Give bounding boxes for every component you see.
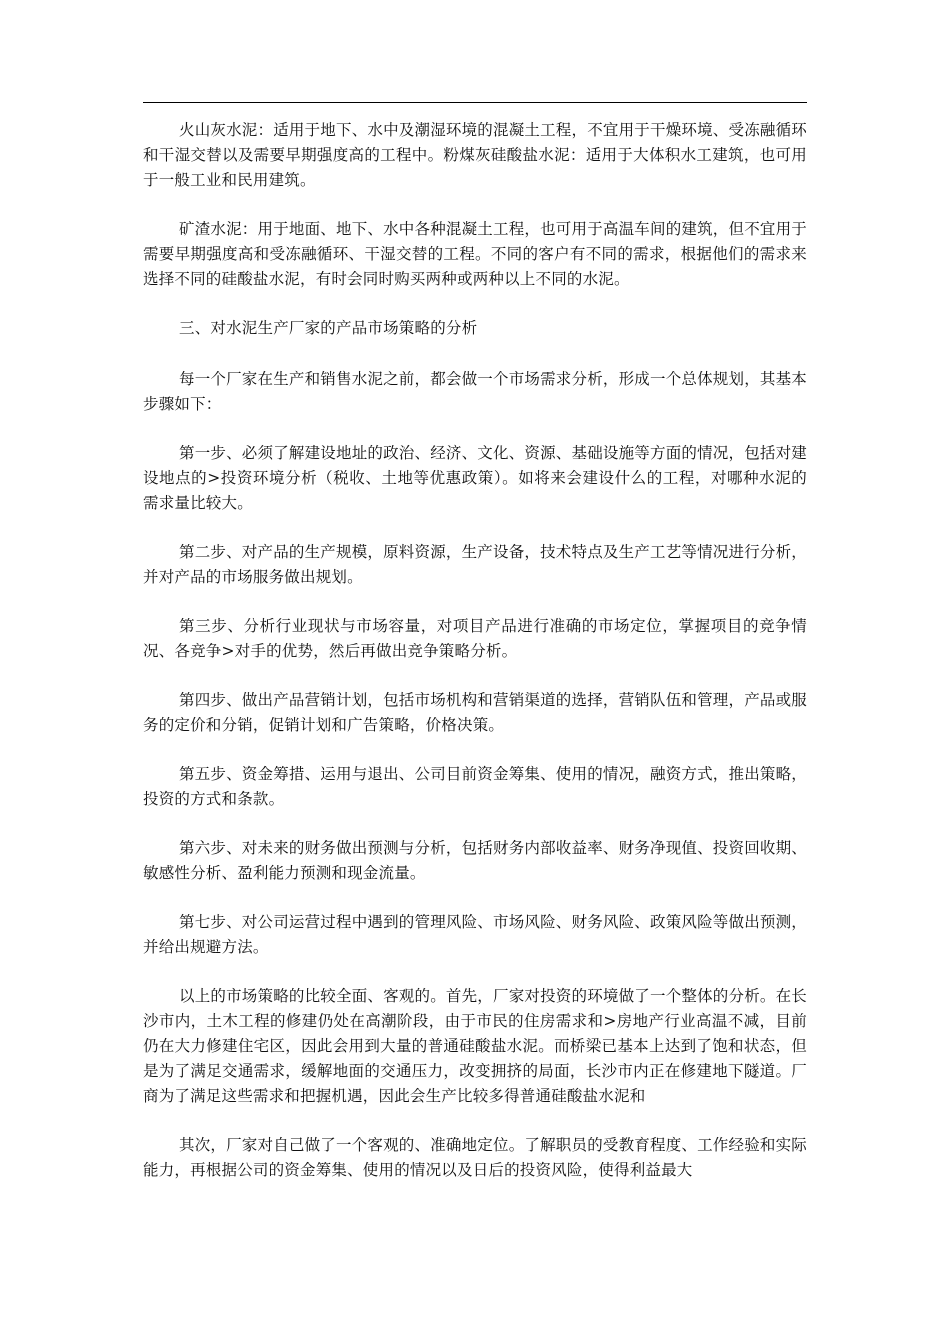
- paragraph-step-7: 第七步、对公司运营过程中遇到的管理风险、市场风险、财务风险、政策风险等做出预测，并给出规避方法。: [143, 913, 808, 956]
- paragraph-step-4: 第四步、做出产品营销计划，包括市场机构和营销渠道的选择，营销队伍和管理，产品或服务的定价和分销，促销计划和广告策略，价格决策。: [143, 691, 808, 734]
- paragraph-pozzolan-cement: 火山灰水泥：适用于地下、水中及潮湿环境的混凝土工程，不宜用于干燥环境、受冻融循环和干湿交替以及需要早期强度高的工程中。粉煤灰硅酸盐水泥：适用于大体积水工建筑，也可用于一般工业和民用建筑。: [143, 121, 808, 189]
- paragraph-step-6: 第六步、对未来的财务做出预测与分析，包括财务内部收益率、财务净现值、投资回收期、敏感性分析、盈利能力预测和现金流量。: [143, 839, 808, 882]
- paragraph-slag-cement: 矿渣水泥：用于地面、地下、水中各种混凝土工程，也可用于高温车间的建筑，但不宜用于需要早期强度高和受冻融循环、干湿交替的工程。不同的客户有不同的需求，根据他们的需求来选择不同的硅酸盐水泥，有时会同时购买两种或两种以上不同的水泥。: [143, 220, 808, 288]
- paragraph-positioning: 其次，厂家对自己做了一个客观的、准确地定位。了解职员的受教育程度、工作经验和实际能力，再根据公司的资金筹集、使用的情况以及日后的投资风险，使得利益最大: [143, 1136, 808, 1179]
- paragraph-step-1: 第一步、必须了解建设地址的政治、经济、文化、资源、基础设施等方面的情况，包括对建设地点的>投资环境分析（税收、土地等优惠政策）。如将来会建设什么的工程，对哪种水泥的需求量比较大。: [143, 444, 808, 512]
- paragraph-step-2: 第二步、对产品的生产规模，原料资源，生产设备，技术特点及生产工艺等情况进行分析，并对产品的市场服务做出规划。: [143, 543, 808, 586]
- document-body: [143, 118, 807, 1207]
- header-rule: [143, 102, 807, 103]
- section-heading: 三、对水泥生产厂家的产品市场策略的分析: [179, 319, 478, 337]
- paragraph-step-3: 第三步、分析行业现状与市场容量，对项目产品进行准确的市场定位，掌握项目的竞争情况、各竞争>对手的优势，然后再做出竞争策略分析。: [143, 617, 807, 660]
- paragraph-intro-steps: 每一个厂家在生产和销售水泥之前，都会做一个市场需求分析，形成一个总体规划，其基本步骤如下：: [143, 370, 808, 413]
- paragraph-analysis: 以上的市场策略的比较全面、客观的。首先，厂家对投资的环境做了一个整体的分析。在长沙市内，土木工程的修建仍处在高潮阶段，由于市民的住房需求和>房地产行业高温不减，目前仍在大力修建住宅区，因此会用到大量的普通硅酸盐水泥。而桥梁已基本上达到了饱和状态，但是为了满足交通需求，缓解地面的交通压力，改变拥挤的局面，长沙市内正在修建地下隧道。厂商为了满足这些需求和把握机遇，因此会生产比较多得普通硅酸盐水泥和: [143, 987, 808, 1105]
- paragraph-step-5: 第五步、资金筹措、运用与退出、公司目前资金筹集、使用的情况，融资方式，推出策略，投资的方式和条款。: [143, 765, 808, 808]
